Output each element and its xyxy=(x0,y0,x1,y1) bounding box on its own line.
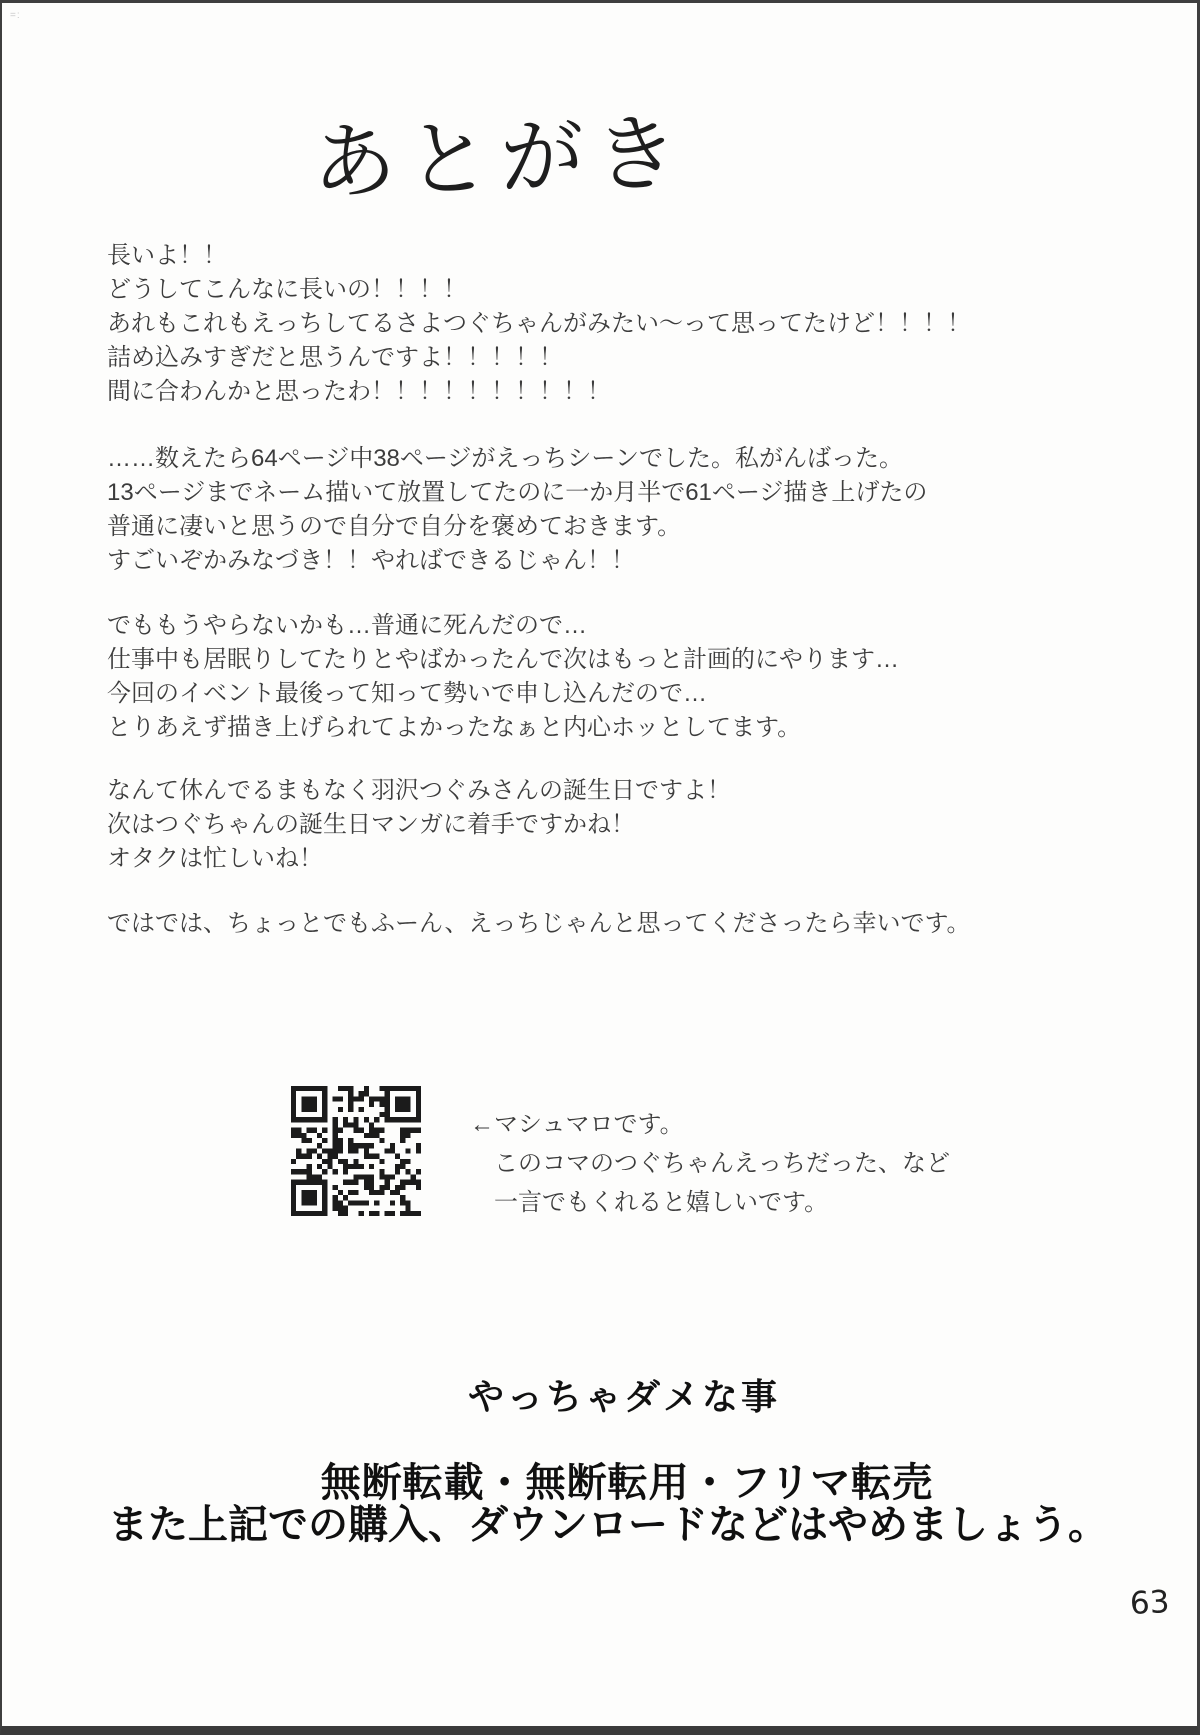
page-title: あとがき xyxy=(310,104,690,212)
afterword-paragraph-5 xyxy=(107,907,971,941)
afterword-paragraph-2 xyxy=(107,442,927,578)
afterword-line: ではでは、ちょっとでもふーん、えっちじゃんと思ってくださったら幸いです。 xyxy=(107,910,971,937)
afterword-line: 詰め込みすぎだと思うんですよ！！！！！ xyxy=(107,344,563,371)
afterword-line: なんて休んでるまもなく羽沢つぐみさんの誕生日ですよ！ xyxy=(107,777,731,804)
afterword-line: ……数えたら64ページ中38ページがえっちシーンでした。私がんばった。 xyxy=(107,445,903,472)
qr-code-icon xyxy=(291,1086,421,1216)
marshmallow-caption xyxy=(470,1105,950,1222)
afterword-line: とりあえず描き上げられてよかったなぁと内心ホッとしてます。 xyxy=(107,714,802,741)
marshmallow-caption-line: ←マシュマロです。 xyxy=(470,1111,684,1138)
afterword-line: すごいぞかみなづき！！やればできるじゃん！！ xyxy=(107,547,635,574)
afterword-paragraph-4 xyxy=(107,774,731,876)
afterword-line: 普通に凄いと思うので自分で自分を褒めておきます。 xyxy=(107,513,682,540)
marshmallow-qr-code xyxy=(291,1086,421,1216)
page-number: 63 xyxy=(1129,1583,1171,1623)
scan-artifact: =: xyxy=(10,10,21,21)
afterword-paragraph-1 xyxy=(107,239,971,409)
afterword-paragraph-3 xyxy=(107,609,899,745)
afterword-line: 13ページまでネーム描いて放置してたのに一か月半で61ページ描き上げたの xyxy=(107,479,928,506)
afterword-line: 仕事中も居眠りしてたりとやばかったんで次はもっと計画的にやります… xyxy=(107,646,899,673)
afterword-line: あれもこれもえっちしてるさよつぐちゃんがみたい～って思ってたけど！！！！ xyxy=(107,310,971,337)
afterword-line: 今回のイベント最後って知って勢いで申し込んだので… xyxy=(107,680,707,707)
prohibited-line: また上記での購入、ダウンロードなどはやめましょう。 xyxy=(108,1503,1108,1547)
prohibited-line: 無断転載・無断転用・フリマ転売 xyxy=(320,1461,934,1505)
afterword-line: 次はつぐちゃんの誕生日マンガに着手ですかね！ xyxy=(107,811,635,838)
afterword-line: 間に合わんかと思ったわ！！！！！！！！！！ xyxy=(107,378,611,405)
afterword-line: 長いよ！！ xyxy=(107,242,227,269)
afterword-line: オタクは忙しいね！ xyxy=(107,845,323,872)
marshmallow-caption-line: このコマのつぐちゃんえっちだった、など xyxy=(494,1150,950,1177)
marshmallow-caption-line: 一言でもくれると嬉しいです。 xyxy=(494,1189,829,1216)
afterword-line: どうしてこんなに長いの！！！！ xyxy=(107,276,467,303)
prohibited-heading: やっちゃダメな事 xyxy=(467,1376,780,1417)
afterword-line: でももうやらないかも…普通に死んだので… xyxy=(107,612,587,639)
